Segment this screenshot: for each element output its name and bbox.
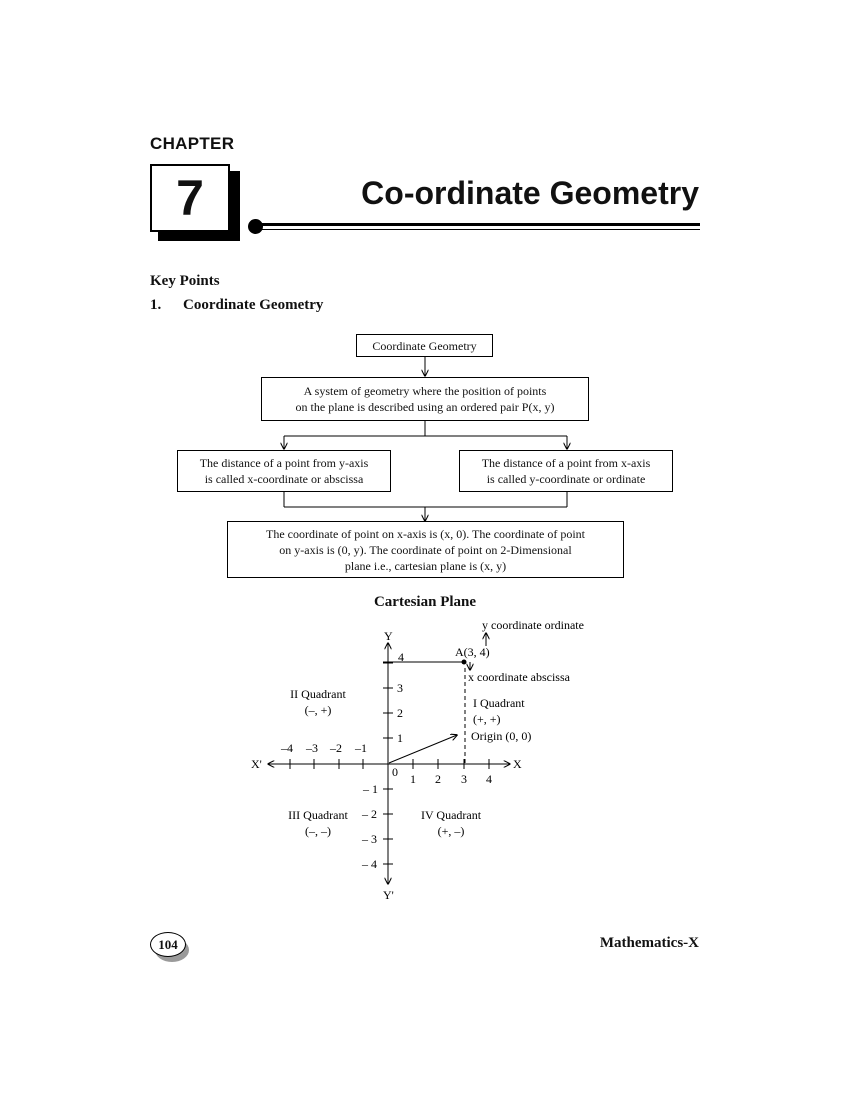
- x-tick-label: –4: [281, 741, 293, 755]
- chapter-label: CHAPTER: [150, 134, 235, 153]
- x-tick-label: 2: [435, 772, 441, 786]
- x-coordinate-label: x coordinate abscissa: [468, 670, 570, 684]
- y-coordinate-label: y coordinate ordinate: [482, 618, 584, 632]
- quadrant-1-name: I Quadrant: [473, 696, 525, 710]
- book-title: Mathematics-X: [599, 935, 699, 951]
- definition-line: A system of geometry where the position of points: [303, 384, 547, 398]
- point-a-marker: [462, 660, 467, 665]
- x-axis-label: X: [513, 757, 522, 771]
- y-tick-label: 3: [397, 681, 403, 695]
- x-tick-label: –3: [306, 741, 318, 755]
- y-tick-label: 4: [398, 650, 404, 664]
- x-prime-label: X': [251, 757, 262, 771]
- x-tick-label: 1: [410, 772, 416, 786]
- chapter-number: 7: [150, 164, 230, 232]
- point-a-label: A(3, 4): [455, 645, 490, 659]
- origin-text: Origin (0, 0): [471, 729, 532, 743]
- quadrant-3-sign: (–, –): [305, 824, 331, 838]
- summary-line: The coordinate of point on x-axis is (x, 0). The coordinate of point: [265, 526, 586, 541]
- cartesian-plane-title: Cartesian Plane: [373, 594, 477, 610]
- y-tick-label: 1: [397, 731, 403, 745]
- x-tick-label: –2: [330, 741, 342, 755]
- quadrant-4-sign: (+, –): [437, 824, 465, 838]
- x-tick-label: –1: [355, 741, 367, 755]
- y-tick-label: – 1: [363, 782, 378, 796]
- ordinate-line: The distance of a point from x-axis: [481, 456, 651, 470]
- definition-line: on the plane is described using an ordered pair P(x, y): [295, 400, 555, 414]
- abscissa-line: is called x-coordinate or abscissa: [204, 472, 364, 486]
- quadrant-4-name: IV Quadrant: [420, 808, 482, 822]
- section-number: 1.: [150, 297, 162, 313]
- abscissa-line: The distance of a point from y-axis: [199, 456, 369, 470]
- y-tick-label: – 4: [362, 857, 377, 871]
- y-tick-label: – 2: [362, 807, 377, 821]
- section-title: Coordinate Geometry: [183, 297, 324, 313]
- y-tick-label: – 3: [362, 832, 377, 846]
- origin-label: 0: [392, 765, 398, 779]
- quadrant-3-name: III Quadrant: [288, 808, 348, 822]
- ordinate-line: is called y-coordinate or ordinate: [486, 472, 646, 486]
- quadrant-2-sign: (–, +): [304, 703, 332, 717]
- y-prime-label: Y': [383, 888, 394, 902]
- summary-line: plane i.e., cartesian plane is (x, y): [344, 558, 507, 573]
- summary-line: on y-axis is (0, y). The coordinate of point on 2-Dimensional: [279, 542, 572, 557]
- y-axis-label: Y: [384, 629, 393, 643]
- page-number: 104: [150, 932, 186, 957]
- quadrant-1-sign: (+, +): [473, 712, 501, 726]
- chapter-title: Co-ordinate Geometry: [361, 175, 699, 211]
- x-tick-label: 3: [461, 772, 467, 786]
- y-tick-label: 2: [397, 706, 403, 720]
- key-points-heading: Key Points: [150, 273, 220, 289]
- x-tick-label: 4: [486, 772, 492, 786]
- quadrant-2-name: II Quadrant: [290, 687, 346, 701]
- flowchart-root-text: Coordinate Geometry: [372, 338, 477, 353]
